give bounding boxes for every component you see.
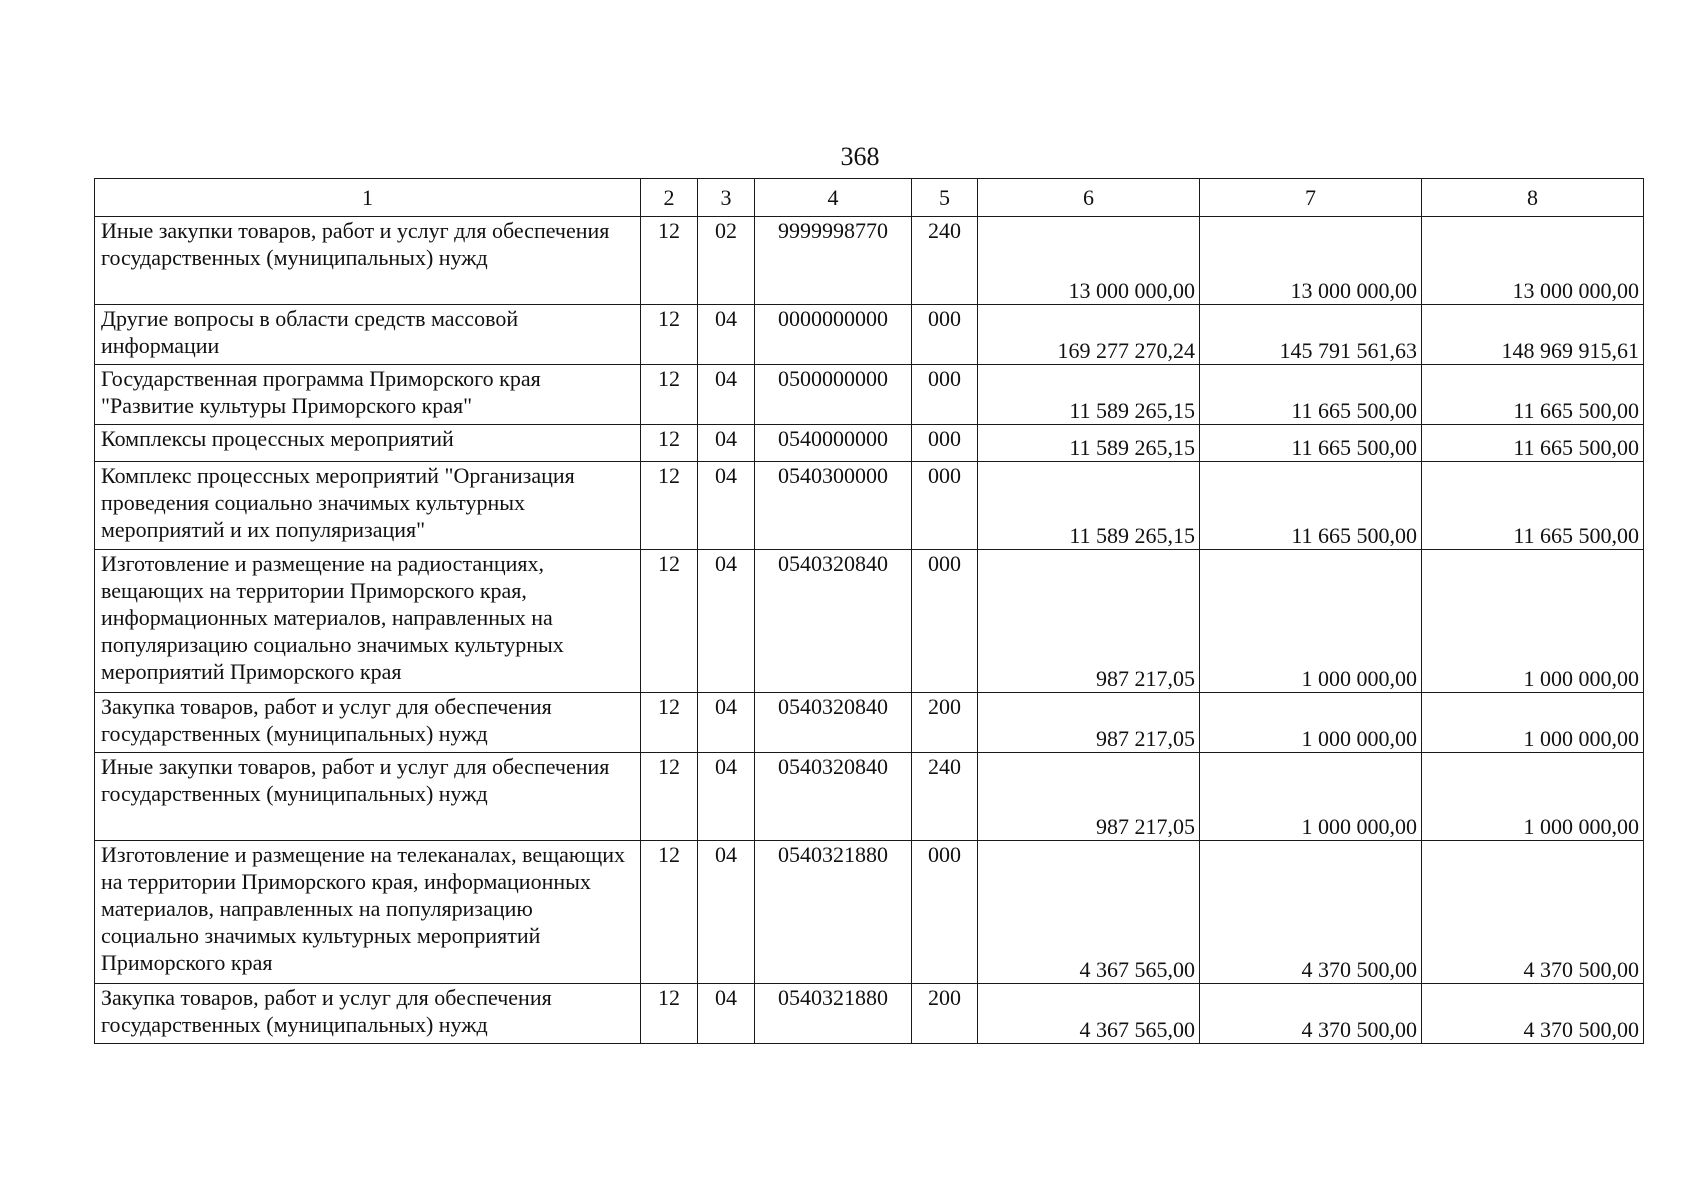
table-row [95,305,1644,365]
row-name: Комплекс процессных мероприятий "Организация проведения социально значимых культурных мероприятий и их популяризация" [95,462,641,550]
row-amount-7: 13 000 000,00 [1200,217,1422,305]
row-subsection: 04 [698,753,755,841]
row-amount-8: 4 370 500,00 [1422,841,1644,984]
row-name: Иные закупки товаров, работ и услуг для обеспечения государственных (муниципальных) нужд [95,217,641,305]
row-subsection: 04 [698,365,755,425]
row-target-code: 0540320840 [755,753,912,841]
row-amount-8: 4 370 500,00 [1422,984,1644,1044]
row-expense-type: 200 [912,984,978,1044]
row-target-code: 0000000000 [755,305,912,365]
row-expense-type: 000 [912,425,978,462]
row-section: 12 [641,550,698,693]
row-amount-8: 13 000 000,00 [1422,217,1644,305]
row-subsection: 04 [698,305,755,365]
row-section: 12 [641,365,698,425]
row-section: 12 [641,693,698,753]
table-row [95,462,1644,550]
table-row [95,425,1644,462]
row-subsection: 04 [698,462,755,550]
row-amount-7: 1 000 000,00 [1200,550,1422,693]
row-target-code: 0540300000 [755,462,912,550]
row-amount-7: 11 665 500,00 [1200,425,1422,462]
column-header: 8 [1422,179,1644,217]
row-name: Закупка товаров, работ и услуг для обеспечения государственных (муниципальных) нужд [95,984,641,1044]
row-name: Изготовление и размещение на радиостанциях, вещающих на территории Приморского края, информационных материалов, направленных на популяризацию социально значимых культурных мероприятий Приморского края [95,550,641,693]
row-target-code: 0500000000 [755,365,912,425]
row-expense-type: 000 [912,365,978,425]
row-expense-type: 000 [912,841,978,984]
page-number: 368 [840,142,880,171]
row-amount-8: 11 665 500,00 [1422,462,1644,550]
row-amount-6: 11 589 265,15 [978,425,1200,462]
row-section: 12 [641,753,698,841]
row-expense-type: 240 [912,217,978,305]
column-header: 3 [698,179,755,217]
row-amount-8: 11 665 500,00 [1422,425,1644,462]
row-amount-7: 4 370 500,00 [1200,841,1422,984]
row-subsection: 04 [698,984,755,1044]
row-target-code: 0540321880 [755,841,912,984]
row-subsection: 04 [698,693,755,753]
row-target-code: 9999998770 [755,217,912,305]
row-name: Закупка товаров, работ и услуг для обеспечения государственных (муниципальных) нужд [95,693,641,753]
row-amount-6: 11 589 265,15 [978,365,1200,425]
row-amount-8: 1 000 000,00 [1422,693,1644,753]
row-subsection: 04 [698,841,755,984]
row-amount-7: 145 791 561,63 [1200,305,1422,365]
row-section: 12 [641,305,698,365]
table-row [95,841,1644,984]
row-section: 12 [641,425,698,462]
row-expense-type: 000 [912,305,978,365]
row-subsection: 02 [698,217,755,305]
column-header: 6 [978,179,1200,217]
row-section: 12 [641,841,698,984]
row-amount-8: 1 000 000,00 [1422,550,1644,693]
row-amount-7: 1 000 000,00 [1200,753,1422,841]
row-name: Изготовление и размещение на телеканалах, вещающих на территории Приморского края, информационных материалов, направленных на популяризацию социально значимых культурных мероприятий Приморского края [95,841,641,984]
column-header: 2 [641,179,698,217]
row-amount-6: 11 589 265,15 [978,462,1200,550]
row-amount-6: 169 277 270,24 [978,305,1200,365]
table-row [95,984,1644,1044]
row-target-code: 0540320840 [755,550,912,693]
table-row [95,550,1644,693]
row-subsection: 04 [698,550,755,693]
row-amount-8: 1 000 000,00 [1422,753,1644,841]
row-section: 12 [641,984,698,1044]
row-name: Иные закупки товаров, работ и услуг для обеспечения государственных (муниципальных) нужд [95,753,641,841]
row-name: Другие вопросы в области средств массовой информации [95,305,641,365]
row-amount-6: 987 217,05 [978,693,1200,753]
row-target-code: 0540321880 [755,984,912,1044]
row-section: 12 [641,217,698,305]
row-name: Государственная программа Приморского края "Развитие культуры Приморского края" [95,365,641,425]
row-amount-7: 11 665 500,00 [1200,462,1422,550]
column-header: 7 [1200,179,1422,217]
row-target-code: 0540000000 [755,425,912,462]
table-header-row [95,179,1644,217]
row-section: 12 [641,462,698,550]
row-expense-type: 200 [912,693,978,753]
row-expense-type: 000 [912,462,978,550]
row-amount-7: 1 000 000,00 [1200,693,1422,753]
column-header: 5 [912,179,978,217]
row-subsection: 04 [698,425,755,462]
budget-table [94,178,1644,1044]
row-expense-type: 000 [912,550,978,693]
row-name: Комплексы процессных мероприятий [95,425,641,462]
table-row [95,365,1644,425]
row-amount-8: 148 969 915,61 [1422,305,1644,365]
row-amount-6: 13 000 000,00 [978,217,1200,305]
row-expense-type: 240 [912,753,978,841]
table-row [95,217,1644,305]
table-row [95,753,1644,841]
column-header: 4 [755,179,912,217]
row-amount-7: 4 370 500,00 [1200,984,1422,1044]
row-amount-7: 11 665 500,00 [1200,365,1422,425]
row-amount-8: 11 665 500,00 [1422,365,1644,425]
row-target-code: 0540320840 [755,693,912,753]
row-amount-6: 987 217,05 [978,753,1200,841]
column-header: 1 [95,179,641,217]
row-amount-6: 4 367 565,00 [978,841,1200,984]
table-row [95,693,1644,753]
row-amount-6: 4 367 565,00 [978,984,1200,1044]
row-amount-6: 987 217,05 [978,550,1200,693]
